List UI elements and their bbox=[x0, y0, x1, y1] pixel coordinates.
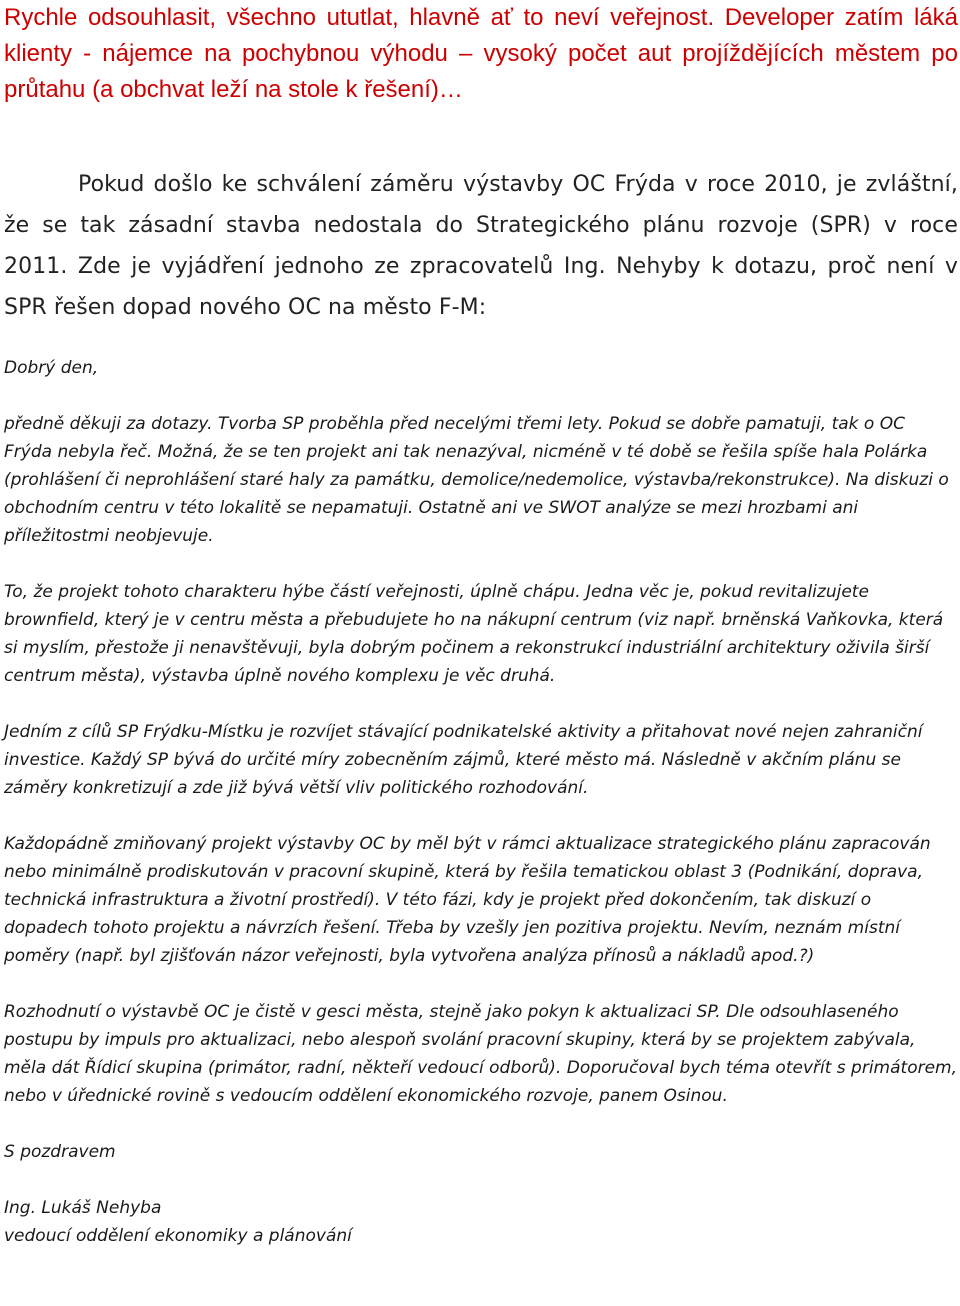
letter-paragraph-5: Rozhodnutí o výstavbě OC je čistě v gesci města, stejně jako pokyn k aktualizaci SP. Dle odsouhlaseného postupu by impuls pro aktualizaci, nebo alespoň svolání pracovní skupiny, která by se projektem zabývala, měla dát Řídicí skupina (primátor, radní, někteří vedoucí odborů). Doporučoval bych téma otevřít s primátorem, nebo v úřednické rovině s vedoucím oddělení ekonomického rozvoje, panem Osinou. bbox=[4, 1002, 958, 1106]
signature-title: vedoucí oddělení ekonomiky a plánování bbox=[4, 1226, 352, 1246]
intro-paragraph: Rychle odsouhlasit, všechno ututlat, hlavně ať to neví veřejnost. Developer zatím láká klienty - nájemce na pochybnou výhodu – vysoký počet aut projíždějících městem po průtahu (a obchvat leží na stole k řešení)… bbox=[4, 4, 958, 103]
letter-paragraph-2: To, že projekt tohoto charakteru hýbe částí veřejnosti, úplně chápu. Jedna věc je, pokud revitalizujete brownfield, který je v centru města a přebudujete ho na nákupní centrum (viz např. brněnská Vaňkovka, která si myslím, přestože ji nenavštěvuji, byla dobrým počinem a rekonstrukcí industriální architektury oživila širší centrum města), výstavba úplně nového komplexu je věc druhá. bbox=[4, 582, 944, 686]
quoted-letter bbox=[4, 354, 958, 1250]
letter-greeting: Dobrý den, bbox=[4, 358, 99, 378]
letter-paragraph-3: Jedním z cílů SP Frýdku-Místku je rozvíjet stávající podnikatelské aktivity a přitahovat nové nejen zahraniční investice. Každý SP bývá do určité míry zobecněním zájmů, které město má. Následně v akčním plánu se záměry konkretizují a zde již bývá větší vliv politického rozhodování. bbox=[4, 722, 923, 798]
letter-closing: S pozdravem bbox=[4, 1142, 116, 1162]
signature-name: Ing. Lukáš Nehyba bbox=[4, 1198, 162, 1218]
letter-paragraph-4: Každopádně zmiňovaný projekt výstavby OC by měl být v rámci aktualizace strategického plánu zapracován nebo minimálně prodiskutován v pracovní skupině, která by řešila tematickou oblast 3 (Podnikání, doprava, technická infrastruktura a životní prostředí). V této fázi, kdy je projekt před dokončením, tak diskuzí o dopadech tohoto projektu a návrzích řešení. Třeba by vzešly jen pozitiva projektu. Nevím, neznám místní poměry (např. byl zjišťován názor veřejnosti, byla vytvořena analýza přínosů a nákladů apod.?) bbox=[4, 834, 931, 966]
letter-paragraph-1: předně děkuji za dotazy. Tvorba SP proběhla před necelými třemi lety. Pokud se dobře pamatuji, tak o OC Frýda nebyla řeč. Možná, že se ten projekt ani tak nenazýval, nicméně v té době se řešila spíše hala Polárka (prohlášení či neprohlášení staré haly za památku, demolice/nedemolice, výstavba/rekonstrukce). Na diskuzi o obchodním centru v této lokalitě se nepamatuji. Ostatně ani ve SWOT analýze se mezi hrozbami ani příležitostmi neobjevuje. bbox=[4, 414, 949, 546]
lead-paragraph: Pokud došlo ke schválení záměru výstavby OC Frýda v roce 2010, je zvláštní, že se tak zásadní stavba nedostala do Strategického plánu rozvoje (SPR) v roce 2011. Zde je vyjádření jednoho ze zpracovatelů Ing. Nehyby k dotazu, proč není v SPR řešen dopad nového OC na město F-M: bbox=[4, 172, 958, 320]
